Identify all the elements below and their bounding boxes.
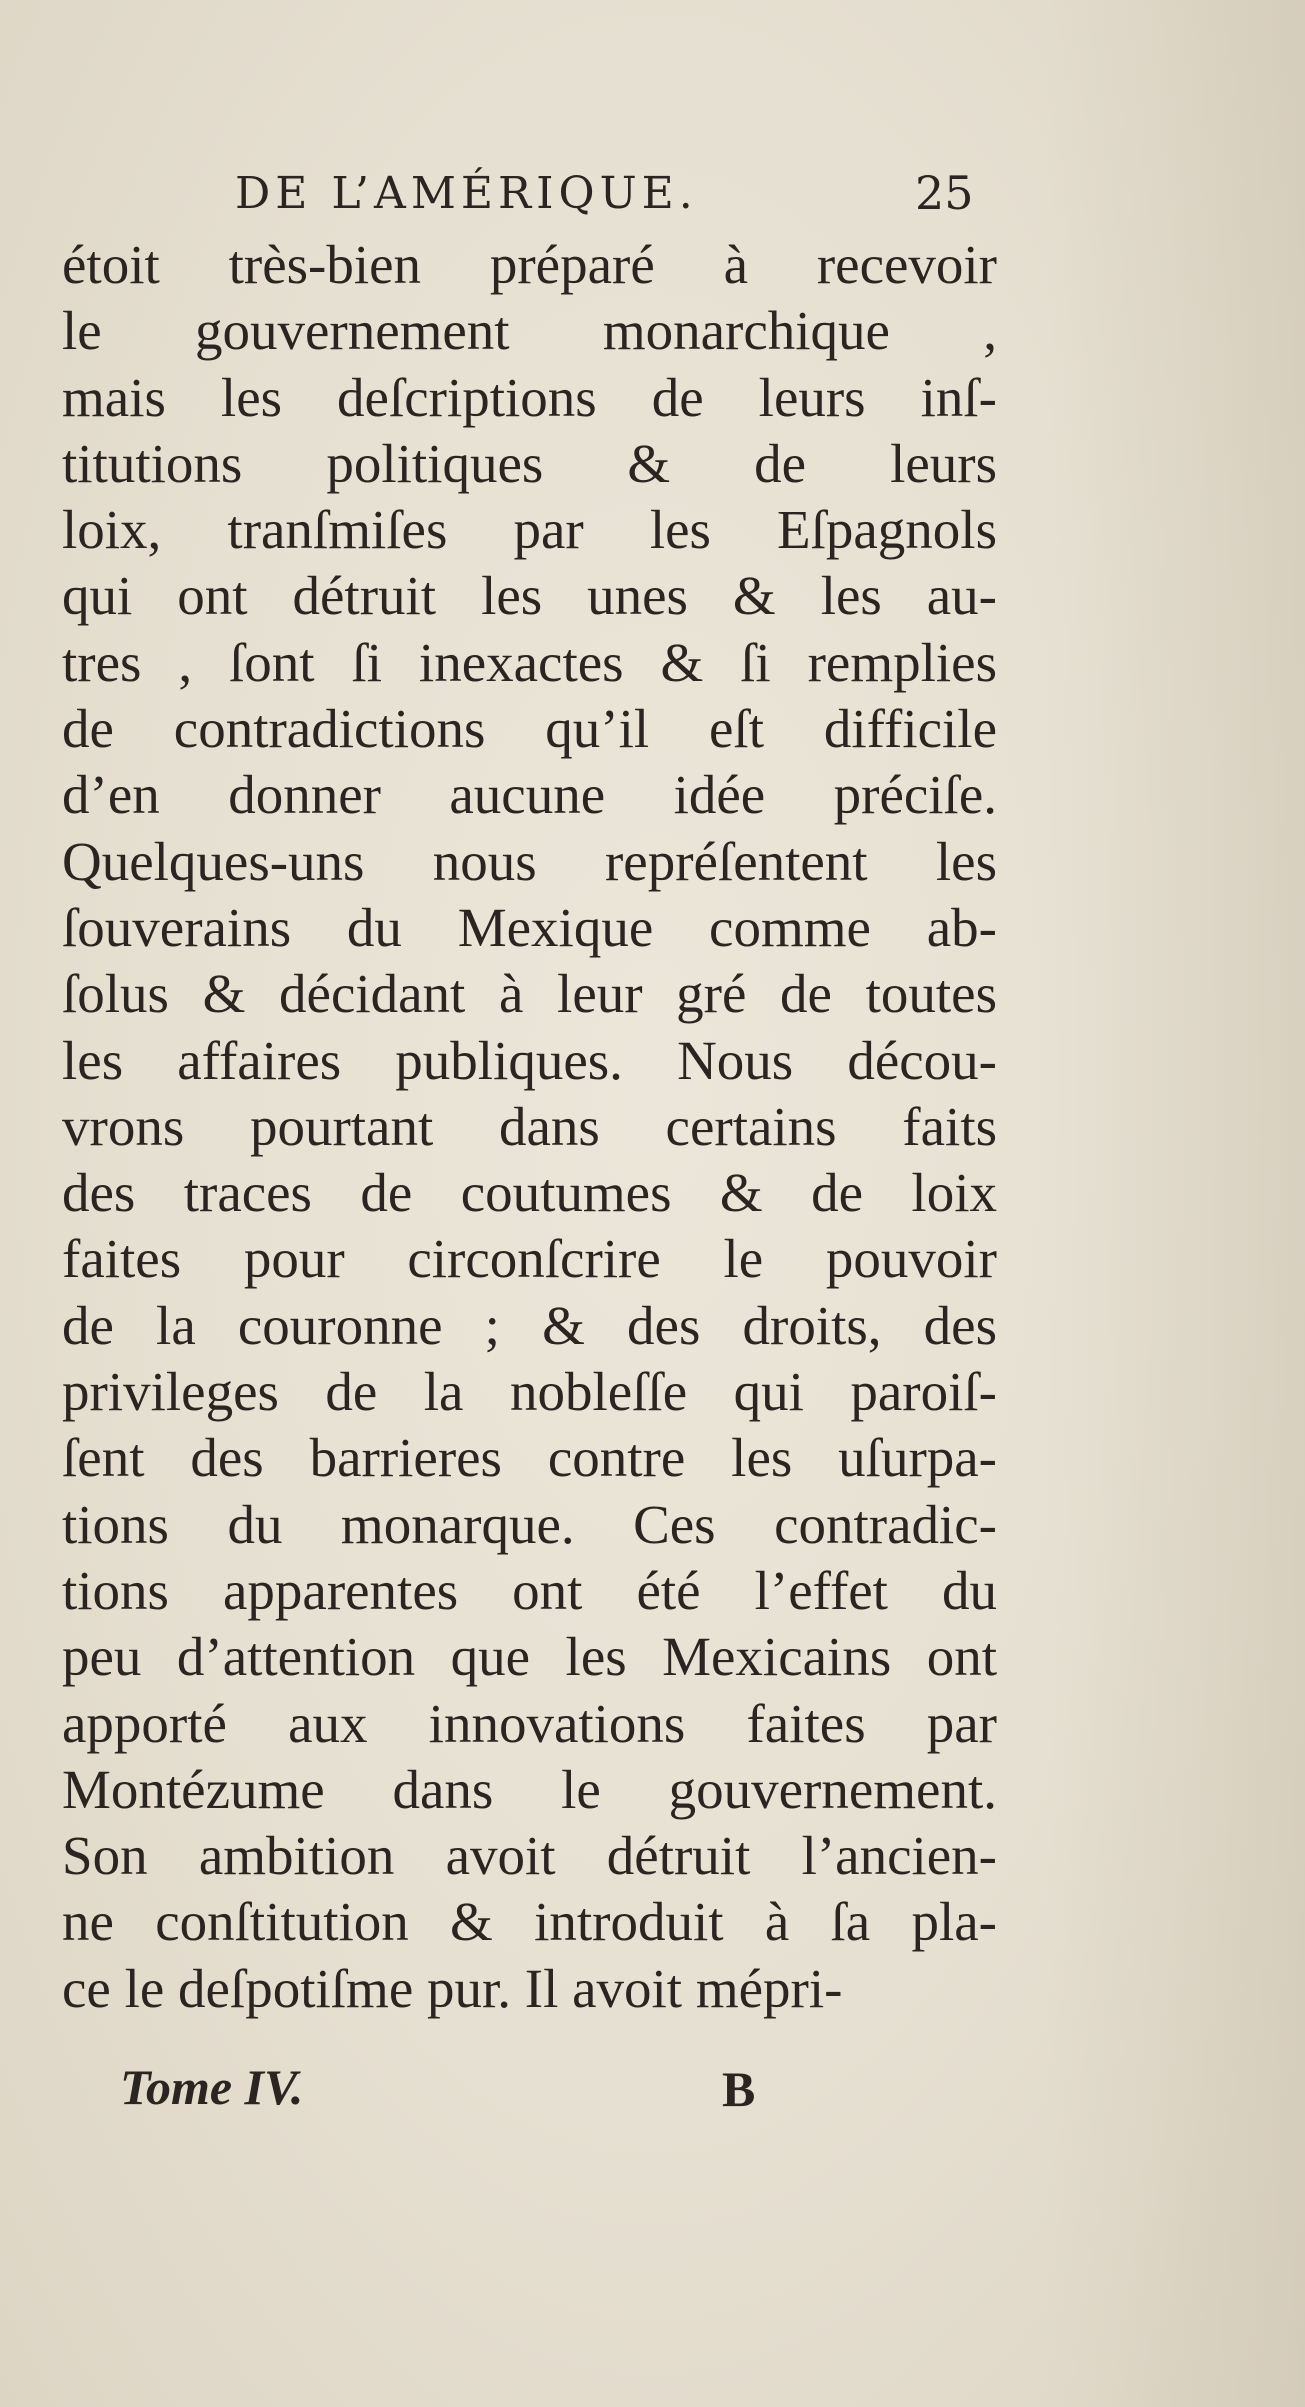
page-number: 25: [915, 166, 974, 220]
page-footer: [0, 2058, 1305, 2128]
text-line-27: ce le deſpotiſme pur. Il avoit mépri-: [62, 1957, 843, 2019]
text-line-3: mais les deſcriptions de leurs inſ-: [62, 366, 997, 428]
text-line-13: les affaires publiques. Nous décou-: [62, 1029, 997, 1091]
text-line-6: qui ont détruit les unes & les au-: [62, 565, 997, 627]
text-line-16: faites pour circonſcrire le pouvoir: [62, 1228, 997, 1290]
text-line-21: tions apparentes ont été l’effet du: [62, 1559, 997, 1621]
text-line-26: ne conſtitution & introduit à ſa pla-: [62, 1891, 997, 1953]
text-line-1: étoit très-bien préparé à recevoir: [62, 234, 997, 295]
text-line-7: tres , ſont ſi inexactes & ſi remplies: [62, 631, 997, 693]
page-header: [0, 160, 1305, 230]
text-line-23: apporté aux innovations faites par: [62, 1692, 997, 1754]
text-line-5: loix, tranſmiſes par les Eſpagnols: [62, 499, 997, 561]
text-line-12: ſolus & décidant à leur gré de toutes: [62, 963, 997, 1025]
text-line-17: de la couronne ; & des droits, des: [62, 1294, 997, 1356]
signature-mark: B: [722, 2061, 756, 2117]
text-line-11: ſouverains du Mexique comme ab-: [62, 896, 997, 958]
running-title: DE L’AMÉRIQUE.: [235, 168, 698, 219]
page-gutter-shadow: [1045, 0, 1305, 2407]
text-line-22: peu d’attention que les Mexicains ont: [62, 1626, 997, 1688]
text-line-14: vrons pourtant dans certains faits: [62, 1095, 997, 1157]
text-line-4: titutions politiques & de leurs: [62, 432, 997, 494]
text-line-25: Son ambition avoit détruit l’ancien-: [62, 1825, 997, 1887]
text-line-24: Montézume dans le gouvernement.: [62, 1758, 997, 1820]
text-line-18: privileges de la nobleſſe qui paroiſ-: [62, 1361, 997, 1423]
text-line-9: d’en donner aucune idée préciſe.: [62, 764, 997, 826]
body-text: [62, 232, 997, 2022]
text-line-8: de contradictions qu’il eſt difficile: [62, 698, 997, 760]
volume-label: Tome IV.: [120, 2059, 304, 2115]
text-line-19: ſent des barrieres contre les uſurpa-: [62, 1427, 997, 1489]
text-line-10: Quelques-uns nous repréſentent les: [62, 830, 997, 892]
text-line-15: des traces de coutumes & de loix: [62, 1162, 997, 1224]
text-line-20: tions du monarque. Ces contradic-: [62, 1493, 997, 1555]
text-line-2: le gouvernement monarchique ,: [62, 300, 997, 362]
